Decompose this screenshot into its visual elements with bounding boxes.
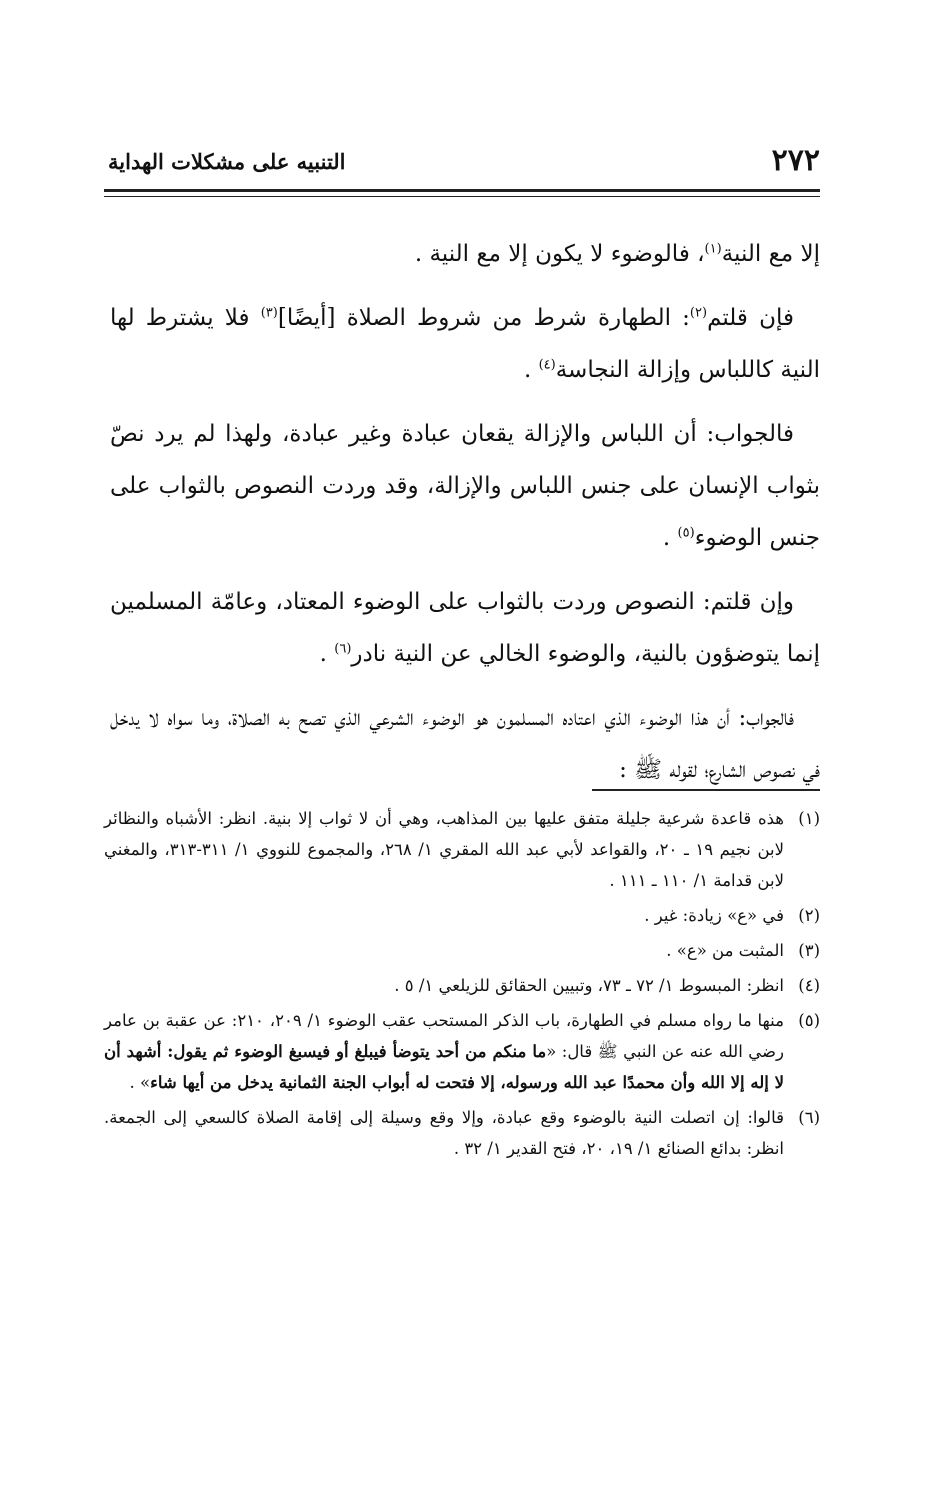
footnote-ref-4: (٤) <box>538 357 556 373</box>
footnote-4 <box>104 970 820 1001</box>
header-rule-thin <box>104 196 820 197</box>
paragraph-5-text: فالجواب: أن هذا الوضوء الذي اعتاده المسلمون هو الوضوء الشرعي الذي تصح به الصلاة، وما سواه لا يدخل في نصوص الشارع؛ لقوله ﷺ : <box>110 705 820 783</box>
footnote-ref-1: (١) <box>704 241 722 257</box>
footnote-2 <box>104 900 820 931</box>
paragraph-2 <box>110 292 820 396</box>
footnotes <box>104 803 820 1168</box>
footnote-6 <box>104 1102 820 1164</box>
footnote-ref-3: (٣) <box>260 305 278 321</box>
paragraph-4-text-b: . <box>319 641 335 667</box>
paragraph-3 <box>110 408 820 564</box>
footnote-5-text-a: منها ما رواه مسلم في الطهارة، باب الذكر المستحب عقب الوضوء ١/ ٢٠٩، ٢١٠: عن عقبة بن عامر رضي الله عنه عن النبي ﷺ قال: « <box>104 1011 784 1061</box>
main-text <box>110 228 820 808</box>
hadith-quote: ما منكم من أحد يتوضأ فيبلغ أو فيسبغ الوضوء ثم يقول: أشهد أن لا إله إلا الله وأن محمدًا عبد الله ورسوله، إلا فتحت له أبواب الجنة الثمانية يدخل من أيها شاء <box>104 1042 784 1092</box>
footnote-1 <box>104 803 820 896</box>
footnote-number: (٢) <box>798 906 820 925</box>
footnote-3 <box>104 935 820 966</box>
footnote-ref-6: (٦) <box>334 641 352 657</box>
footnote-text <box>104 1005 784 1098</box>
footnote-text: انظر: المبسوط ١/ ٧٢ ـ ٧٣، وتبيين الحقائق للزيلعي ١/ ٥ . <box>394 976 784 995</box>
footnote-ref-5: (٥) <box>677 525 695 541</box>
paragraph-4-text-a: وإن قلتم: النصوص وردت بالثواب على الوضوء المعتاد، وعامّة المسلمين إنما يتوضؤون بالنية، والوضوء الخالي عن النية نادر <box>110 589 820 667</box>
paragraph-5 <box>110 692 820 796</box>
paragraph-1 <box>110 228 820 280</box>
running-title: التنبيه على مشكلات الهداية <box>108 149 346 174</box>
footnote-5-text-b: » . <box>129 1073 151 1092</box>
footnote-text: المثبت من «ع» . <box>666 941 784 960</box>
page-number: ٢٧٢ <box>771 143 820 178</box>
paragraph-2-text-c: فلا يشترط لها النية كاللباس وإزالة النجاسة <box>110 305 820 383</box>
paragraph-3-text-a: فالجواب: أن اللباس والإزالة يقعان عبادة وغير عبادة، ولهذا لم يرد نصّ بثواب الإنسان على جنس اللباس والإزالة، وقد وردت النصوص بالثواب على جنس الوضوء <box>110 421 820 551</box>
header-rule-thick <box>104 189 820 192</box>
footnote-text: قالوا: إن اتصلت النية بالوضوء وقع عبادة، وإلا وقع وسيلة إلى إقامة الصلاة كالسعي إلى الجمعة. انظر: بدائع الصنائع ١/ ١٩، ٢٠، فتح القدير ١/ ٣٢ . <box>104 1108 784 1158</box>
page-header <box>108 142 820 184</box>
footnote-number: (٥) <box>798 1011 820 1030</box>
paragraph-2-text-a: فإن قلتم <box>707 305 794 331</box>
footnote-5 <box>104 1005 820 1098</box>
footnote-text: هذه قاعدة شرعية جليلة متفق عليها بين المذاهب، وهي أن لا ثواب إلا بنية. انظر: الأشباه والنظائر لابن نجيم ١٩ ـ ٢٠، والقواعد لأبي عبد الله المقري ١/ ٢٦٨، والمجموع للنووي ١/ ٣١١-٣١٣، والمغني لابن قدامة ١/ ١١٠ ـ ١١١ . <box>104 809 785 890</box>
footnote-ref-2: (٢) <box>689 305 708 321</box>
footnote-separator <box>592 789 820 791</box>
paragraph-2-text-d: . <box>523 357 539 383</box>
footnote-number: (٣) <box>798 941 820 960</box>
paragraph-3-text-b: . <box>662 525 678 551</box>
footnote-number: (٤) <box>798 976 820 995</box>
paragraph-1-text-b: ، فالوضوء لا يكون إلا مع النية . <box>414 241 705 267</box>
footnote-number: (١) <box>798 809 820 828</box>
paragraph-4 <box>110 576 820 680</box>
paragraph-2-text-b: : الطهارة شرط من شروط الصلاة [أيضًا] <box>277 305 690 331</box>
footnote-text: في «ع» زيادة: غير . <box>644 906 784 925</box>
paragraph-1-text-a: إلا مع النية <box>721 241 820 267</box>
footnote-number: (٦) <box>798 1108 820 1127</box>
